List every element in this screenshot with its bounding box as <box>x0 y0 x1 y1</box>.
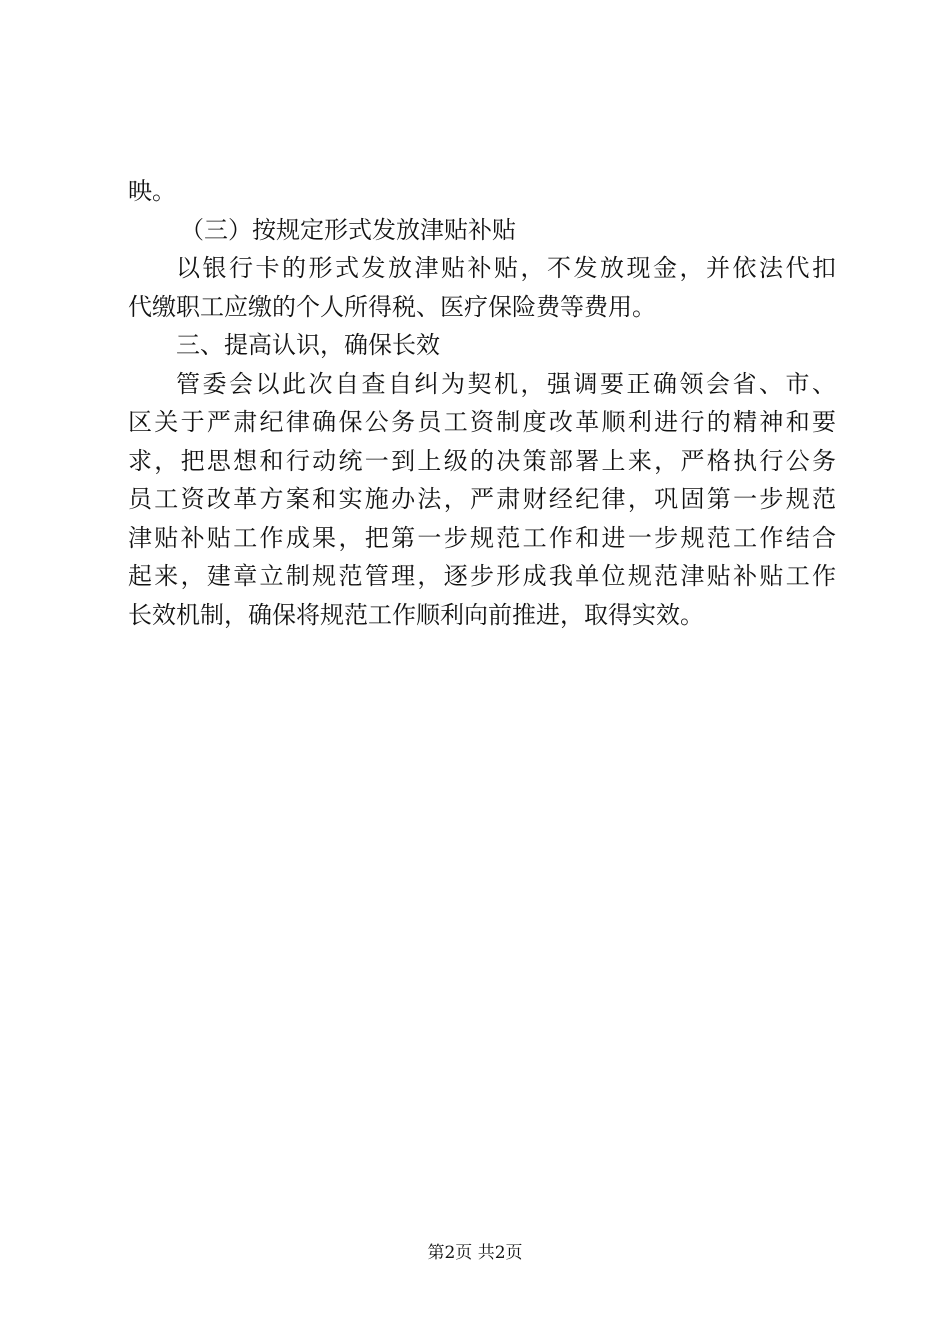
paragraph-line-11: 起来，建章立制规范管理，逐步形成我单位规范津贴补贴工作 <box>128 562 836 590</box>
paragraph-line-8: 求，把思想和行动统一到上级的决策部署上来，严格执行公务 <box>128 446 836 475</box>
paragraph-line-7: 区关于严肃纪律确保公务员工资制度改革顺利进行的精神和要 <box>128 408 836 436</box>
paragraph-line-10: 津贴补贴工作成果，把第一步规范工作和进一步规范工作结合 <box>128 523 836 552</box>
paragraph-line-6: 管委会以此次自查自纠为契机，强调要正确领会省、市、 <box>176 369 836 398</box>
page-number-footer: 第2页 共2页 <box>427 1243 523 1263</box>
paragraph-line-1: 映。 <box>128 177 176 205</box>
document-body <box>128 172 836 634</box>
paragraph-line-4: 代缴职工应缴的个人所得税、医疗保险费等费用。 <box>128 292 656 321</box>
section-heading-form: （三）按规定形式发放津贴补贴 <box>180 215 516 244</box>
paragraph-line-12: 长效机制，确保将规范工作顺利向前推进，取得实效。 <box>128 600 704 629</box>
paragraph-line-3: 以银行卡的形式发放津贴补贴，不发放现金，并依法代扣 <box>176 254 836 282</box>
section-heading-awareness: 三、提高认识，确保长效 <box>176 331 440 359</box>
paragraph-line-9: 员工资改革方案和实施办法，严肃财经纪律，巩固第一步规范 <box>128 485 836 513</box>
